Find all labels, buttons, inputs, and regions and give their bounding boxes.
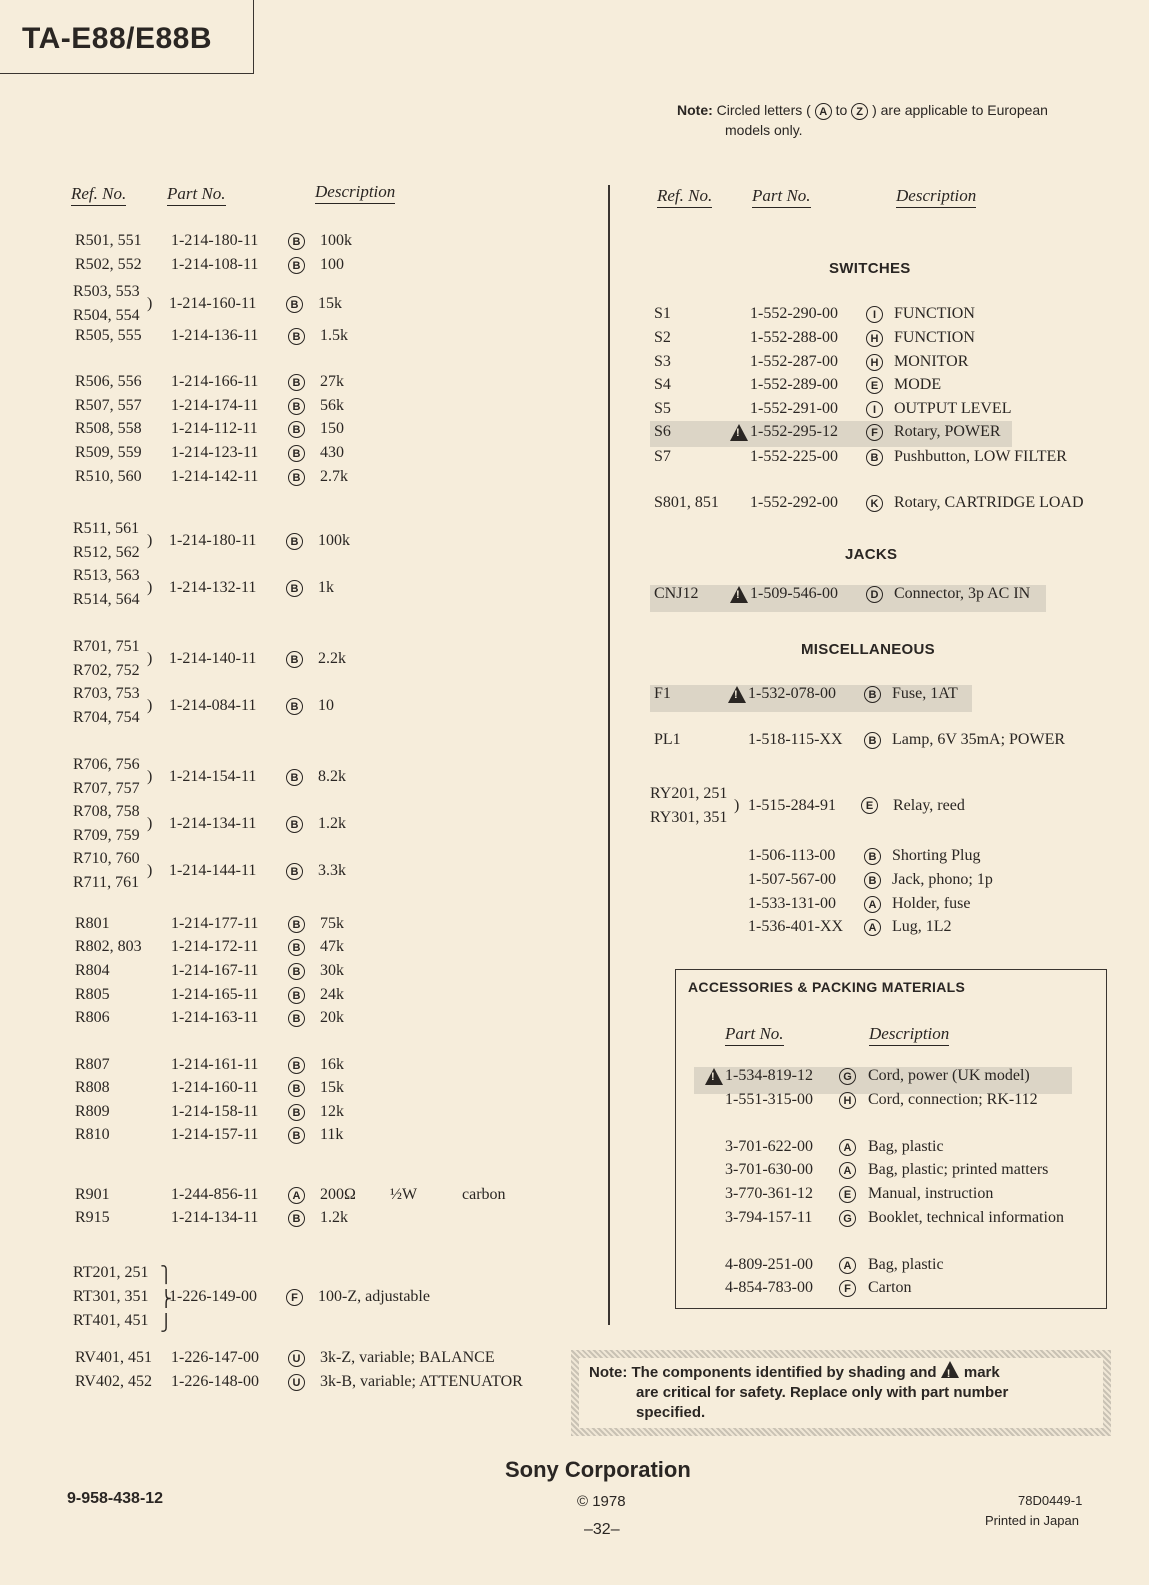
relay-ref2: RY301, 351 bbox=[650, 809, 728, 826]
relay-ref1: RY201, 251 bbox=[650, 785, 728, 802]
description: 1.2k bbox=[318, 815, 346, 832]
description: 15k bbox=[318, 295, 342, 312]
ref-no: R801 bbox=[75, 915, 110, 932]
part-no: 1-214-084-11 bbox=[169, 697, 257, 714]
ref-no: R510, 560 bbox=[75, 468, 142, 485]
part-no: 1-551-315-00 bbox=[725, 1091, 813, 1108]
description: Rotary, CARTRIDGE LOAD bbox=[894, 494, 1084, 511]
part-no: 3-701-622-00 bbox=[725, 1138, 813, 1155]
ref-no: R806 bbox=[75, 1009, 110, 1026]
description: MONITOR bbox=[894, 353, 969, 370]
part-no: 1-214-154-11 bbox=[169, 768, 257, 785]
group-brace: ) bbox=[147, 697, 153, 714]
ref-no: PL1 bbox=[654, 731, 681, 748]
circled-code: K bbox=[866, 495, 883, 512]
description: Lug, 1L2 bbox=[892, 918, 952, 935]
warning-triangle-icon bbox=[705, 1068, 723, 1085]
part-no: 1-532-078-00 bbox=[748, 685, 836, 702]
circled-code: B bbox=[288, 1080, 305, 1097]
part-no: 1-214-134-11 bbox=[169, 815, 257, 832]
part-no: 1-226-147-00 bbox=[171, 1349, 259, 1366]
description: 75k bbox=[320, 915, 344, 932]
part-no: 1-214-142-11 bbox=[171, 468, 259, 485]
circled-code: B bbox=[288, 987, 305, 1004]
circled-code: B bbox=[288, 1127, 305, 1144]
group-brace: ) bbox=[147, 650, 153, 667]
part-no: 1-214-160-11 bbox=[169, 295, 257, 312]
circled-code: B bbox=[864, 872, 881, 889]
group-brace: ) bbox=[147, 295, 153, 312]
description: 10 bbox=[318, 697, 334, 714]
part-no: 1-214-166-11 bbox=[171, 373, 259, 390]
circled-code: B bbox=[286, 580, 303, 597]
part-no: 1-552-287-00 bbox=[750, 353, 838, 370]
ref-no: R504, 554 bbox=[73, 307, 140, 324]
circled-code: B bbox=[864, 848, 881, 865]
ref-no: R707, 757 bbox=[73, 780, 140, 797]
part-no: 1-509-546-00 bbox=[750, 585, 838, 602]
part-no: 1-552-292-00 bbox=[750, 494, 838, 511]
circled-code: B bbox=[286, 698, 303, 715]
description: FUNCTION bbox=[894, 305, 975, 322]
description: 100 bbox=[320, 256, 344, 273]
description: Jack, phono; 1p bbox=[892, 871, 993, 888]
part-no: 1-214-161-11 bbox=[171, 1056, 259, 1073]
ref-no: R804 bbox=[75, 962, 110, 979]
safety-note-line2: are critical for safety. Replace only with part number bbox=[636, 1384, 1009, 1401]
description: 24k bbox=[320, 986, 344, 1003]
ref-no: R710, 760 bbox=[73, 850, 140, 867]
description: Carton bbox=[868, 1279, 912, 1296]
warning-triangle-icon bbox=[730, 586, 748, 603]
ref-no: R708, 758 bbox=[73, 803, 140, 820]
circled-code: B bbox=[288, 1010, 305, 1027]
ref-no: R503, 553 bbox=[73, 283, 140, 300]
ref-no: R704, 754 bbox=[73, 709, 140, 726]
circled-letter-a: A bbox=[815, 103, 832, 120]
right-header-part: Part No. bbox=[752, 186, 811, 206]
part-no: 1-226-148-00 bbox=[171, 1373, 259, 1390]
description: Bag, plastic bbox=[868, 1138, 944, 1155]
part-no: 1-214-157-11 bbox=[171, 1126, 259, 1143]
part-no: 1-507-567-00 bbox=[748, 871, 836, 888]
note-text-a: Circled letters ( bbox=[716, 102, 811, 118]
ref-no: S1 bbox=[654, 305, 671, 322]
ref-no: S7 bbox=[654, 448, 671, 465]
part-no: 4-854-783-00 bbox=[725, 1279, 813, 1296]
part-no: 1-214-108-11 bbox=[171, 256, 259, 273]
acc-header-desc: Description bbox=[869, 1024, 949, 1044]
circled-code: B bbox=[864, 732, 881, 749]
acc-header-part: Part No. bbox=[725, 1024, 784, 1044]
circled-code: F bbox=[866, 424, 883, 441]
description: 200Ω bbox=[320, 1186, 356, 1203]
circled-code: B bbox=[288, 939, 305, 956]
group-brace: ) bbox=[147, 532, 153, 549]
description: 15k bbox=[320, 1079, 344, 1096]
circled-code: F bbox=[286, 1289, 303, 1306]
relay-part: 1-515-284-91 bbox=[748, 797, 836, 814]
part-no: 1-536-401-XX bbox=[748, 918, 844, 935]
description: 11k bbox=[320, 1126, 344, 1143]
group-brace: ) bbox=[147, 862, 153, 879]
part-no: 3-770-361-12 bbox=[725, 1185, 813, 1202]
ref-no: S5 bbox=[654, 400, 671, 417]
circled-code: A bbox=[864, 896, 881, 913]
description: 2.7k bbox=[320, 468, 348, 485]
group-brace: ) bbox=[147, 815, 153, 832]
part-no: 1-214-163-11 bbox=[171, 1009, 259, 1026]
circled-code: I bbox=[866, 306, 883, 323]
part-no: 1-552-290-00 bbox=[750, 305, 838, 322]
column-divider bbox=[608, 185, 610, 1325]
circled-code: B bbox=[286, 816, 303, 833]
circled-code: B bbox=[288, 445, 305, 462]
description: Rotary, POWER bbox=[894, 423, 1001, 440]
left-header-ref: Ref. No. bbox=[71, 184, 126, 204]
description: 1.5k bbox=[320, 327, 348, 344]
part-no: 1-214-165-11 bbox=[171, 986, 259, 1003]
section-miscellaneous: MISCELLANEOUS bbox=[801, 641, 935, 658]
section-jacks: JACKS bbox=[845, 546, 898, 563]
ref-no: R501, 551 bbox=[75, 232, 142, 249]
part-no: 1-214-174-11 bbox=[171, 397, 259, 414]
description: Shorting Plug bbox=[892, 847, 981, 864]
ref-no: R810 bbox=[75, 1126, 110, 1143]
circled-code: B bbox=[288, 257, 305, 274]
circled-code: B bbox=[864, 686, 881, 703]
safety-note-line1a: The components identified by shading and bbox=[631, 1364, 937, 1381]
ref-no: R513, 563 bbox=[73, 567, 140, 584]
description: 100-Z, adjustable bbox=[318, 1288, 430, 1305]
relay-row bbox=[650, 785, 1100, 835]
part-no: 1-506-113-00 bbox=[748, 847, 836, 864]
ref-no: R505, 555 bbox=[75, 327, 142, 344]
warning-triangle-icon bbox=[730, 424, 748, 441]
ref-no: R506, 556 bbox=[75, 373, 142, 390]
ref-no: RV402, 452 bbox=[75, 1373, 152, 1390]
description: 1k bbox=[318, 579, 334, 596]
circled-code: U bbox=[288, 1374, 305, 1391]
catalog-number: 78D0449-1 bbox=[1018, 1493, 1083, 1508]
part-no: 4-809-251-00 bbox=[725, 1256, 813, 1273]
description: Fuse, 1AT bbox=[892, 685, 958, 702]
safety-note-line1b: mark bbox=[963, 1364, 1000, 1381]
part-no: 1-552-289-00 bbox=[750, 376, 838, 393]
circled-code: B bbox=[288, 233, 305, 250]
description: 47k bbox=[320, 938, 344, 955]
ref-no: R802, 803 bbox=[75, 938, 142, 955]
description: 430 bbox=[320, 444, 344, 461]
safety-note-line3: specified. bbox=[636, 1404, 706, 1421]
description: 150 bbox=[320, 420, 344, 437]
circled-code: B bbox=[288, 374, 305, 391]
part-no: 1-552-295-12 bbox=[750, 423, 838, 440]
part-no: 1-214-134-11 bbox=[171, 1209, 259, 1226]
circled-code: A bbox=[288, 1187, 305, 1204]
section-switches: SWITCHES bbox=[829, 260, 911, 277]
part-no: 1-214-158-11 bbox=[171, 1103, 259, 1120]
part-no: 1-214-123-11 bbox=[171, 444, 259, 461]
part-no: 1-214-172-11 bbox=[171, 938, 259, 955]
european-models-note bbox=[677, 100, 1127, 140]
accessories-title: ACCESSORIES & PACKING MATERIALS bbox=[688, 979, 966, 995]
circled-code: B bbox=[288, 1057, 305, 1074]
part-no: 1-518-115-XX bbox=[748, 731, 843, 748]
circled-code: B bbox=[288, 398, 305, 415]
description: MODE bbox=[894, 376, 942, 393]
part-no: 1-533-131-00 bbox=[748, 895, 836, 912]
part-no: 1-244-856-11 bbox=[171, 1186, 259, 1203]
description: OUTPUT LEVEL bbox=[894, 400, 1012, 417]
description: Lamp, 6V 35mA; POWER bbox=[892, 731, 1066, 748]
note-to: to bbox=[835, 102, 848, 118]
ref-no: RV401, 451 bbox=[75, 1349, 152, 1366]
model-title: TA-E88/E88B bbox=[22, 22, 213, 55]
part-no: 1-214-132-11 bbox=[169, 579, 257, 596]
part-no: 1-214-167-11 bbox=[171, 962, 259, 979]
document-number: 9-958-438-12 bbox=[67, 1490, 164, 1507]
circled-code: I bbox=[866, 401, 883, 418]
circled-code: B bbox=[288, 469, 305, 486]
ref-no: RT301, 351 bbox=[73, 1288, 149, 1305]
page-number: –32– bbox=[584, 1521, 620, 1538]
part-no: 1-214-144-11 bbox=[169, 862, 257, 879]
description: 3.3k bbox=[318, 862, 346, 879]
part-no: 1-214-180-11 bbox=[171, 232, 259, 249]
part-no: 3-701-630-00 bbox=[725, 1161, 813, 1178]
part-no: 1-552-288-00 bbox=[750, 329, 838, 346]
printed-in: Printed in Japan bbox=[985, 1513, 1079, 1528]
copyright: © 1978 bbox=[577, 1493, 626, 1510]
part-no: 1-214-136-11 bbox=[171, 327, 259, 344]
company-name: Sony Corporation bbox=[505, 1457, 691, 1482]
safety-note-label: Note: bbox=[589, 1364, 628, 1381]
part-no: 1-552-291-00 bbox=[750, 400, 838, 417]
circled-code: B bbox=[288, 1210, 305, 1227]
description: Cord, connection; RK-112 bbox=[868, 1091, 1038, 1108]
circled-code: B bbox=[288, 963, 305, 980]
description: 27k bbox=[320, 373, 344, 390]
relay-code: E bbox=[861, 797, 878, 814]
part-no: 1-214-160-11 bbox=[171, 1079, 259, 1096]
circled-code: E bbox=[866, 377, 883, 394]
circled-code: A bbox=[839, 1139, 856, 1156]
resistor-type: carbon bbox=[462, 1186, 506, 1203]
ref-no: RT401, 451 bbox=[73, 1312, 149, 1329]
circled-code: F bbox=[839, 1280, 856, 1297]
safety-note bbox=[571, 1350, 1111, 1436]
description: 12k bbox=[320, 1103, 344, 1120]
ref-no: R509, 559 bbox=[75, 444, 142, 461]
ref-no: R901 bbox=[75, 1186, 110, 1203]
circled-code: G bbox=[839, 1068, 856, 1085]
ref-no: R807 bbox=[75, 1056, 110, 1073]
circled-code: U bbox=[288, 1350, 305, 1367]
ref-no: R702, 752 bbox=[73, 662, 140, 679]
description: 1.2k bbox=[320, 1209, 348, 1226]
ref-no: CNJ12 bbox=[654, 585, 699, 602]
circled-code: B bbox=[288, 421, 305, 438]
description: Manual, instruction bbox=[868, 1185, 994, 1202]
circled-code: B bbox=[286, 769, 303, 786]
part-no: 1-214-180-11 bbox=[169, 532, 257, 549]
ref-no: F1 bbox=[654, 685, 671, 702]
ref-no: R915 bbox=[75, 1209, 110, 1226]
ref-no: R703, 753 bbox=[73, 685, 140, 702]
description: 8.2k bbox=[318, 768, 346, 785]
part-no: 3-794-157-11 bbox=[725, 1209, 813, 1226]
part-no: 1-552-225-00 bbox=[750, 448, 838, 465]
description: Booklet, technical information bbox=[868, 1209, 1064, 1226]
left-header-part: Part No. bbox=[167, 184, 226, 204]
part-no: 1-214-177-11 bbox=[171, 915, 259, 932]
part-no: 1-214-112-11 bbox=[171, 420, 258, 437]
part-no: 1-534-819-12 bbox=[725, 1067, 813, 1084]
circled-code: B bbox=[288, 1104, 305, 1121]
description: 100k bbox=[318, 532, 350, 549]
ref-no: S4 bbox=[654, 376, 671, 393]
circled-code: B bbox=[288, 916, 305, 933]
description: 100k bbox=[320, 232, 352, 249]
circled-code: B bbox=[286, 533, 303, 550]
circled-code: H bbox=[866, 354, 883, 371]
ref-no: R511, 561 bbox=[73, 520, 140, 537]
description: FUNCTION bbox=[894, 329, 975, 346]
description: 20k bbox=[320, 1009, 344, 1026]
note-label: Note: bbox=[677, 102, 713, 118]
circled-code: B bbox=[288, 328, 305, 345]
ref-no: S2 bbox=[654, 329, 671, 346]
left-header-desc: Description bbox=[315, 182, 395, 202]
description: Bag, plastic; printed matters bbox=[868, 1161, 1049, 1178]
circled-code: B bbox=[286, 296, 303, 313]
ref-no: R809 bbox=[75, 1103, 110, 1120]
circled-code: G bbox=[839, 1210, 856, 1227]
circled-code: A bbox=[839, 1257, 856, 1274]
ref-no: R805 bbox=[75, 986, 110, 1003]
description: 16k bbox=[320, 1056, 344, 1073]
ref-no: R711, 761 bbox=[73, 874, 140, 891]
relay-desc: Relay, reed bbox=[893, 797, 965, 814]
circled-code: A bbox=[864, 919, 881, 936]
ref-no: S801, 851 bbox=[654, 494, 719, 511]
ref-no: R512, 562 bbox=[73, 544, 140, 561]
ref-no: S3 bbox=[654, 353, 671, 370]
warning-triangle-icon bbox=[728, 686, 746, 703]
description: 2.2k bbox=[318, 650, 346, 667]
circled-code: H bbox=[839, 1092, 856, 1109]
description: 30k bbox=[320, 962, 344, 979]
ref-no: S6 bbox=[654, 423, 671, 440]
right-header-ref: Ref. No. bbox=[657, 186, 712, 206]
circled-code: B bbox=[286, 863, 303, 880]
description: 56k bbox=[320, 397, 344, 414]
ref-no: R709, 759 bbox=[73, 827, 140, 844]
circled-code: H bbox=[866, 330, 883, 347]
description: Holder, fuse bbox=[892, 895, 971, 912]
note-line2: models only. bbox=[725, 122, 803, 138]
circled-code: B bbox=[866, 449, 883, 466]
description: Pushbutton, LOW FILTER bbox=[894, 448, 1067, 465]
description: 3k-Z, variable; BALANCE bbox=[320, 1349, 495, 1366]
ref-no: R507, 557 bbox=[75, 397, 142, 414]
description: Cord, power (UK model) bbox=[868, 1067, 1030, 1084]
ref-no: R502, 552 bbox=[75, 256, 142, 273]
group-brace: ⎫ ⎬ ⎭ bbox=[160, 1267, 172, 1332]
right-header-desc: Description bbox=[896, 186, 976, 206]
relay-brace: ) bbox=[734, 797, 740, 814]
ref-no: R706, 756 bbox=[73, 756, 140, 773]
ref-no: R508, 558 bbox=[75, 420, 142, 437]
circled-code: B bbox=[286, 651, 303, 668]
circled-code: E bbox=[839, 1186, 856, 1203]
circled-letter-z: Z bbox=[851, 103, 868, 120]
circled-code: A bbox=[839, 1162, 856, 1179]
wattage: ½W bbox=[390, 1186, 418, 1203]
part-no: 1-226-149-00 bbox=[169, 1288, 257, 1305]
ref-no: R808 bbox=[75, 1079, 110, 1096]
ref-no: R701, 751 bbox=[73, 638, 140, 655]
part-no: 1-214-140-11 bbox=[169, 650, 257, 667]
group-brace: ) bbox=[147, 768, 153, 785]
description: 3k-B, variable; ATTENUATOR bbox=[320, 1373, 523, 1390]
note-text-b: ) are applicable to European bbox=[872, 102, 1048, 118]
group-brace: ) bbox=[147, 579, 153, 596]
ref-no: RT201, 251 bbox=[73, 1264, 149, 1281]
description: Bag, plastic bbox=[868, 1256, 944, 1273]
ref-no: R514, 564 bbox=[73, 591, 140, 608]
warning-triangle-icon bbox=[941, 1361, 959, 1378]
circled-code: D bbox=[866, 586, 883, 603]
description: Connector, 3p AC IN bbox=[894, 585, 1031, 602]
